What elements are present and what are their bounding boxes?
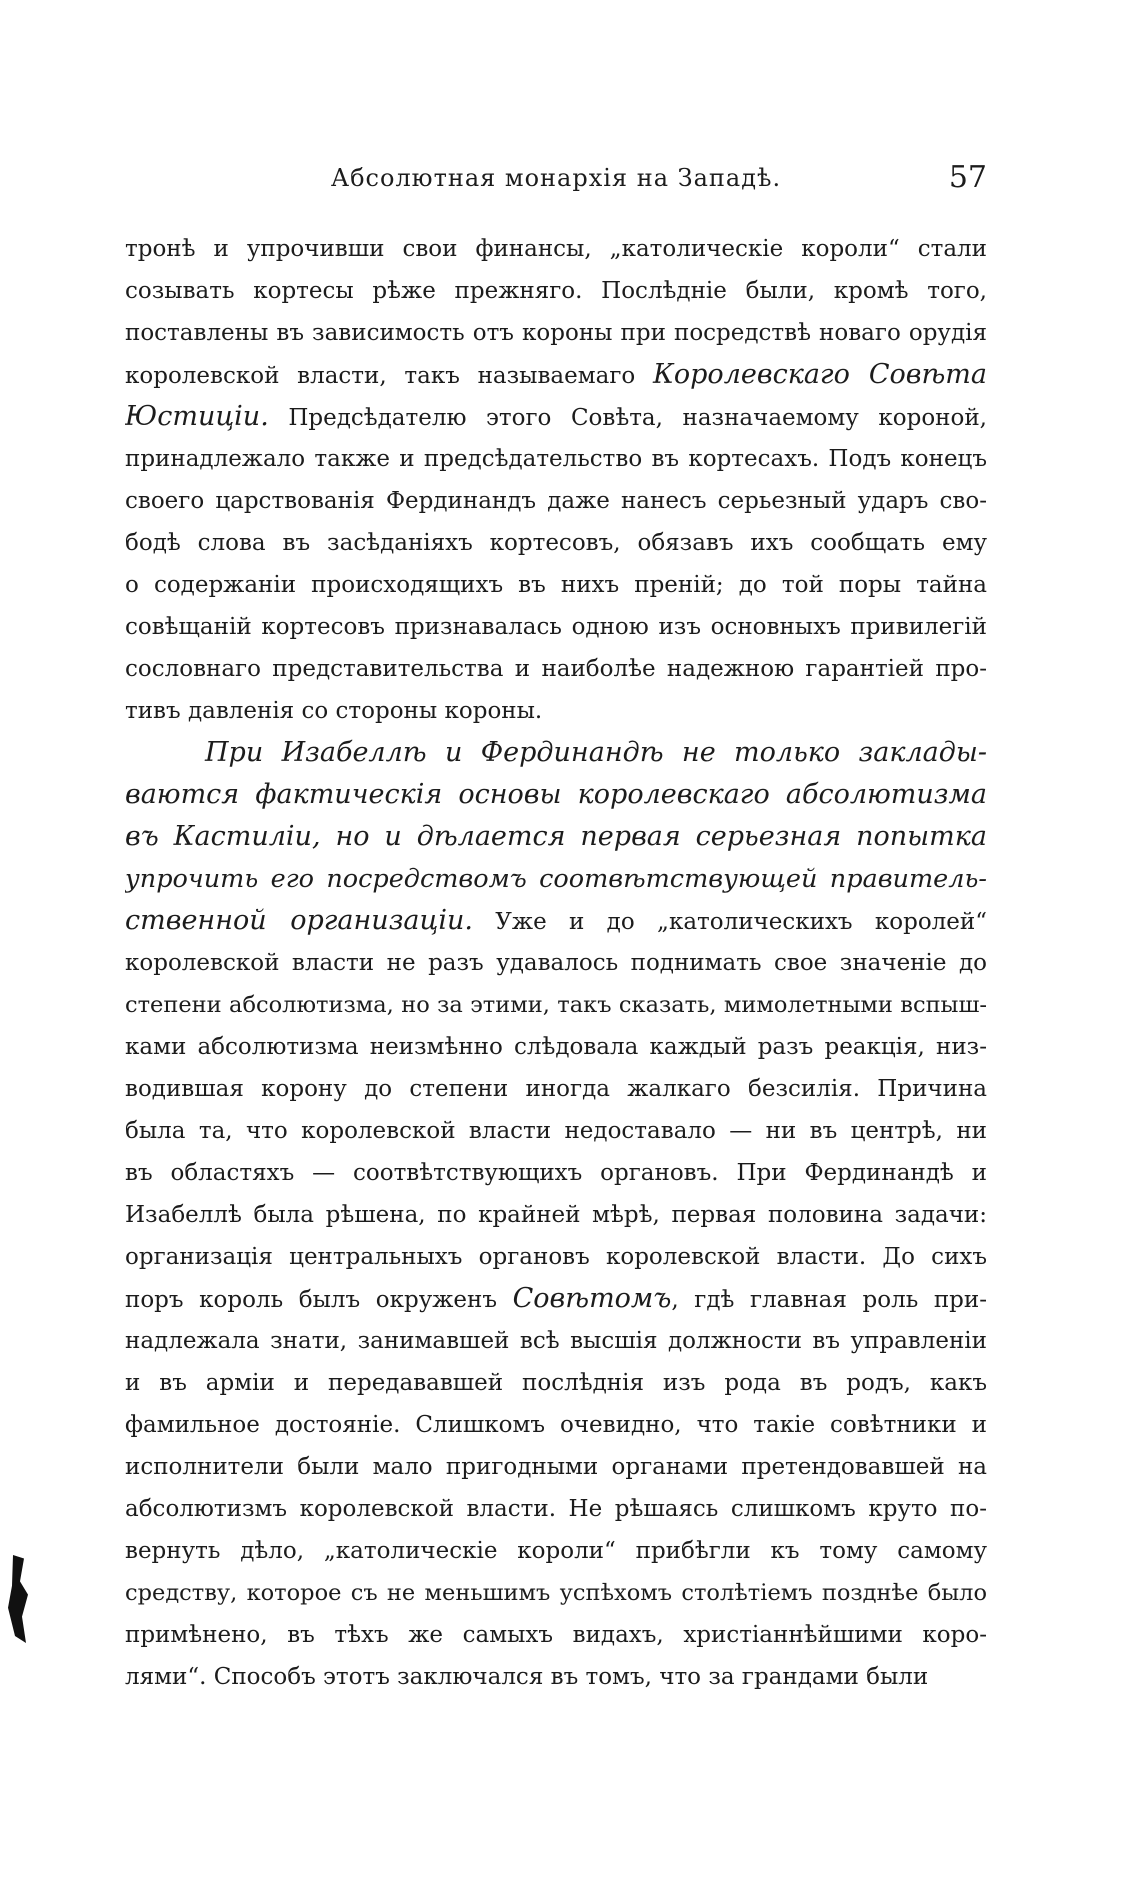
text-line [125,1320,987,1362]
text-line [125,1614,987,1656]
italic-text-segment: ственной организаціи. [125,905,473,936]
text-segment: совѣщаній кортесовъ признавалась одною изъ основныхъ привилегій [125,614,987,640]
text-line [125,1446,987,1488]
text-line [125,564,987,606]
text-line [125,816,987,858]
text-line [125,900,987,942]
text-segment: въ областяхъ — соотвѣтствующихъ органовъ. При Фердинандѣ и [125,1160,987,1186]
text-segment: бодѣ слова въ засѣданіяхъ кортесовъ, обязавъ ихъ сообщать ему [125,530,987,556]
text-line [125,1026,987,1068]
text-line [125,1572,987,1614]
text-line [125,984,987,1026]
text-segment: королевской власти, такъ называемаго [125,363,653,389]
text-segment: организація центральныхъ органовъ королевской власти. До сихъ [125,1244,987,1270]
text-segment: поставлены въ зависимость отъ короны при посредствѣ новаго орудія [125,320,987,346]
text-line [125,1068,987,1110]
italic-text-segment: въ Кастиліи, но и дѣлается первая серьезная попытка [125,821,987,852]
text-segment: созывать кортесы рѣже прежняго. Послѣдніе были, кромѣ того, [125,278,987,304]
text-line [125,270,987,312]
text-segment: Уже и до „католическихъ королей“ [472,909,987,935]
italic-text-segment: Совѣтомъ [512,1283,672,1314]
text-line [125,1236,987,1278]
text-line [125,1110,987,1152]
page-number: 57 [948,160,987,195]
text-line [125,1530,987,1572]
scan-margin-mark [8,1555,28,1643]
text-line [125,1278,987,1320]
italic-text-segment: ваются фактическія основы королевскаго абсолютизма [125,779,987,810]
text-line [125,1488,987,1530]
text-segment: и въ арміи и передававшей послѣднія изъ рода въ родъ, какъ [125,1370,987,1396]
text-segment: королевской власти не разъ удавалось поднимать свое значеніе до [125,950,987,976]
text-segment: лями“. Способъ этотъ заключался въ томъ, что за грандами были [125,1664,929,1690]
text-segment: вернуть дѣло, „католическіе короли“ прибѣгли къ тому самому [125,1538,987,1564]
italic-text-segment: упрочить его посредствомъ соотвѣтствующей правитель- [125,864,987,894]
text-segment: о содержаніи происходящихъ въ нихъ преній; до той поры тайна [125,572,987,598]
running-title: Абсолютная монархія на Западѣ. [330,164,782,192]
text-segment: Изабеллѣ была рѣшена, по крайней мѣрѣ, первая половина задачи: [125,1202,987,1228]
text-line [125,1404,987,1446]
text-line [125,354,987,396]
text-line [125,858,987,900]
text-segment: исполнители были мало пригодными органами претендовавшей на [125,1454,987,1480]
text-line [125,228,987,270]
text-segment: своего царствованія Фердинандъ даже нанесъ серьезный ударъ сво- [125,488,987,514]
italic-text-segment: При Изабеллѣ и Фердинандѣ не только заклады- [205,737,987,768]
text-line [125,690,987,732]
text-line [125,522,987,564]
text-segment: ками абсолютизма неизмѣнно слѣдовала каждый разъ реакція, низ- [125,1034,987,1060]
text-segment: водившая корону до степени иногда жалкаго безсилія. Причина [125,1076,987,1102]
text-segment: степени абсолютизма, но за этими, такъ сказать, мимолетными вспыш- [125,992,987,1018]
text-segment: , гдѣ главная роль при- [671,1287,987,1313]
text-segment: надлежала знати, занимавшей всѣ высшія должности въ управленіи [125,1328,987,1354]
text-line [125,396,987,438]
text-segment: абсолютизмъ королевской власти. Не рѣшаясь слишкомъ круто по- [125,1496,987,1522]
text-segment: примѣнено, въ тѣхъ же самыхъ видахъ, христіаннѣйшими коро- [125,1622,987,1648]
text-line [125,606,987,648]
body-text [125,228,987,1698]
text-line [125,1194,987,1236]
text-line [125,480,987,522]
text-segment: Предсѣдателю этого Совѣта, назначаемому короной, [268,405,987,431]
text-segment: поръ король былъ окруженъ [125,1287,513,1313]
text-line [125,1152,987,1194]
text-segment: была та, что королевской власти недоставало — ни въ центрѣ, ни [125,1118,987,1144]
text-line [125,732,987,774]
text-segment: сословнаго представительства и наиболѣе надежною гарантіей про- [125,656,987,682]
text-line [125,1362,987,1404]
text-line [125,1656,987,1698]
text-line [125,312,987,354]
text-segment: средству, которое съ не меньшимъ успѣхомъ столѣтіемъ позднѣе было [125,1580,987,1606]
text-line [125,942,987,984]
text-segment: фамильное достояніе. Слишкомъ очевидно, что такіе совѣтники и [125,1412,987,1438]
text-segment: принадлежало также и предсѣдательство въ кортесахъ. Подъ конецъ [125,446,987,472]
text-line [125,648,987,690]
text-line [125,774,987,816]
text-segment: тронѣ и упрочивши свои финансы, „католическіе короли“ стали [125,236,987,262]
text-line [125,438,987,480]
italic-text-segment: Юстиціи. [125,401,269,432]
page-header [125,160,987,200]
italic-text-segment: Королевскаго Совѣта [653,359,987,390]
text-segment: тивъ давленія со стороны короны. [125,698,543,724]
